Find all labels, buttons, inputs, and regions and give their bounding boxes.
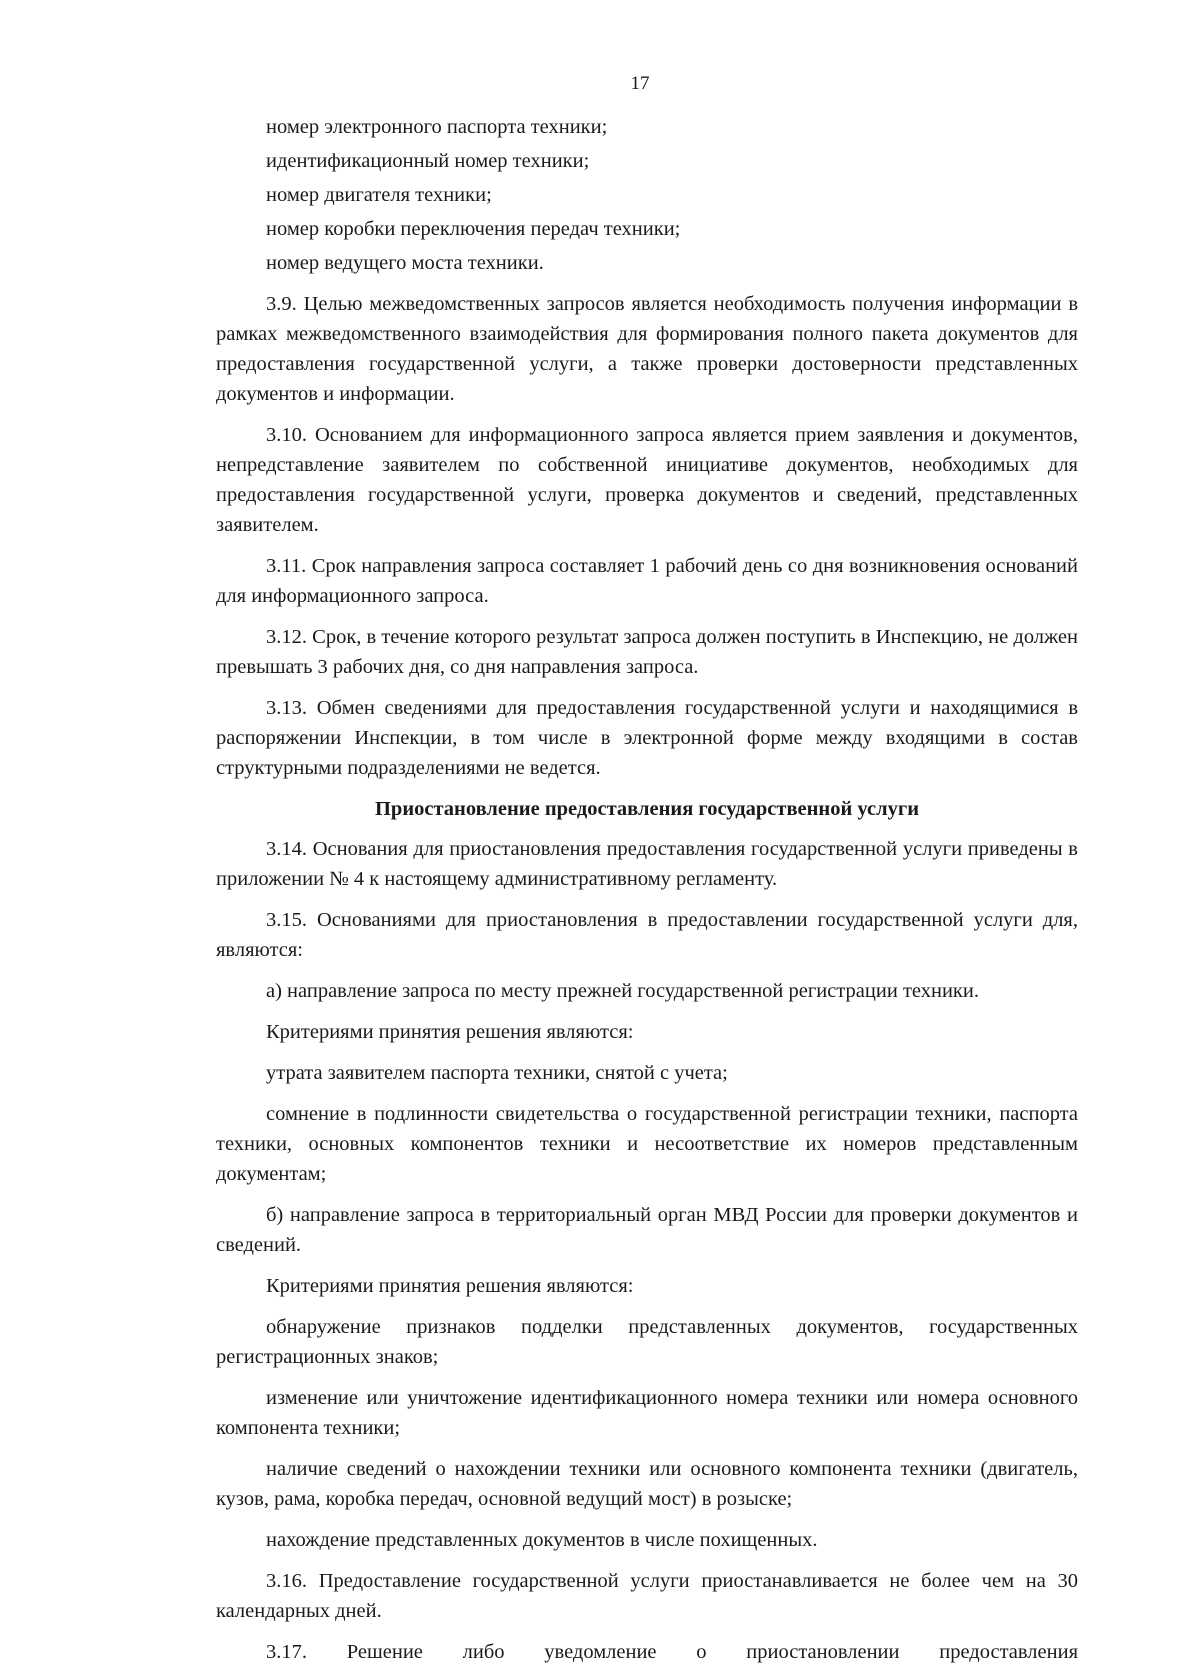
paragraph-3-12: 3.12. Срок, в течение которого результат запроса должен поступить в Инспекцию, не должен превышать 3 рабочих дня, со дня направления запроса. (216, 626, 1078, 678)
paragraph-item-b: б) направление запроса в территориальный орган МВД России для проверки документов и сведений. (216, 1204, 1078, 1256)
paragraph-criteria-a: Критериями принятия решения являются: (266, 1021, 634, 1043)
list-item-drive-axle-number: номер ведущего моста техники. (266, 252, 544, 274)
paragraph-3-17: 3.17. Решение либо уведомление о приостановлении предоставления (266, 1641, 1078, 1663)
criterion-stolen-documents: нахождение представленных документов в числе похищенных. (266, 1529, 818, 1551)
list-item-gearbox-number: номер коробки переключения передач техники; (266, 218, 681, 240)
paragraph-3-16: 3.16. Предоставление государственной услуги приостанавливается не более чем на 30 календарных дней. (216, 1570, 1078, 1622)
paragraph-3-10: 3.10. Основанием для информационного запроса является прием заявления и документов, непредставление заявителем по собственной инициативе документов, необходимых для предоставления государственной услуги, проверка документов и сведений, представленных заявителем. (216, 424, 1078, 536)
paragraph-3-15: 3.15. Основаниями для приостановления в предоставлении государственной услуги для, являются: (216, 909, 1078, 961)
page-number: 17 (630, 73, 650, 94)
document-body (216, 112, 1078, 1678)
section-heading: Приостановление предоставления государственной услуги (374, 798, 920, 820)
criterion-forgery: обнаружение признаков подделки представленных документов, государственных регистрационных знаков; (216, 1316, 1078, 1368)
criterion-number-alteration: изменение или уничтожение идентификационного номера техники или номера основного компонента техники; (216, 1387, 1078, 1439)
paragraph-3-13: 3.13. Обмен сведениями для предоставления государственной услуги и находящимися в распоряжении Инспекции, в том числе в электронной форме между входящими в состав структурными подразделениями не ведется. (216, 697, 1078, 779)
list-item-engine-number: номер двигателя техники; (266, 184, 492, 206)
paragraph-3-14: 3.14. Основания для приостановления предоставления государственной услуги приведены в приложении № 4 к настоящему административному регламенту. (216, 838, 1078, 890)
list-item-passport-number: номер электронного паспорта техники; (266, 116, 608, 138)
paragraph-3-9: 3.9. Целью межведомственных запросов является необходимость получения информации в рамках межведомственного взаимодействия для формирования полного пакета документов для предоставления государственной услуги, а также проверки достоверности представленных документов и информации. (216, 293, 1078, 405)
criterion-passport-loss: утрата заявителем паспорта техники, снятой с учета; (266, 1062, 728, 1084)
paragraph-3-11: 3.11. Срок направления запроса составляет 1 рабочий день со дня возникновения оснований для информационного запроса. (216, 555, 1078, 607)
criterion-wanted-list: наличие сведений о нахождении техники или основного компонента техники (двигатель, кузов, рама, коробка передач, основной ведущий мост) в розыске; (216, 1458, 1078, 1510)
paragraph-criteria-b: Критериями принятия решения являются: (266, 1275, 634, 1297)
list-item-identification-number: идентификационный номер техники; (266, 150, 590, 172)
criterion-authenticity-doubt: сомнение в подлинности свидетельства о государственной регистрации техники, паспорта техники, основных компонентов техники и несоответствие их номеров представленным документам; (216, 1103, 1078, 1185)
paragraph-item-a: а) направление запроса по месту прежней государственной регистрации техники. (266, 980, 979, 1002)
